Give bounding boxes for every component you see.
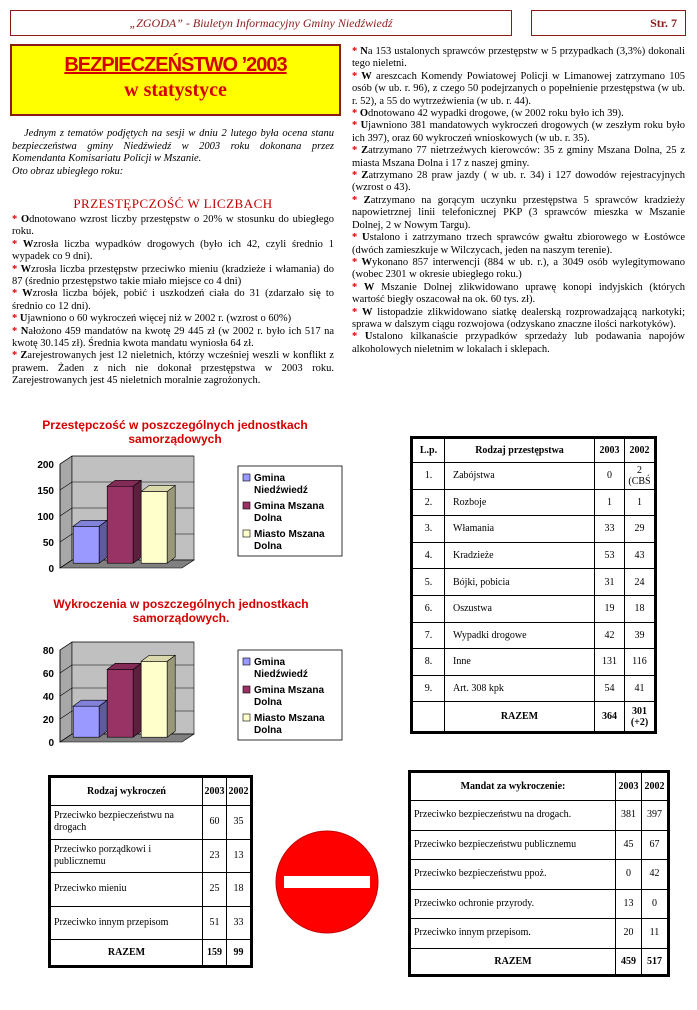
list-item: [352, 331, 685, 356]
list-item: [12, 350, 334, 387]
table-cell: Przeciwko bezpieczeństwu ppoż.: [411, 860, 616, 890]
table-cell: 33: [595, 516, 625, 543]
table-row: [413, 649, 655, 676]
list-item: [352, 282, 685, 307]
bullet-star-icon: *: [352, 108, 360, 120]
table-row: [411, 860, 668, 890]
bullet-star-icon: *: [12, 325, 21, 337]
table-cell: 60: [203, 806, 227, 840]
bar-side: [167, 655, 175, 737]
table-cell: 42: [595, 622, 625, 649]
table-cell: Przeciwko bezpieczeństwu na drogach: [51, 806, 203, 840]
list-item-initial: W: [363, 281, 375, 293]
table-total-cell: RAZEM: [411, 948, 616, 974]
legend-label: Gmina Niedźwiedź: [254, 657, 308, 680]
table-cell: Wypadki drogowe: [445, 622, 595, 649]
list-item-initial: W: [361, 306, 373, 318]
list-item-text: jawniono o 60 wykroczeń więcej niż w 2002 r. (wzrost o 60%): [27, 313, 292, 325]
list-item: [352, 307, 685, 332]
table-cell: 19: [595, 595, 625, 622]
table-cell: 0: [616, 860, 642, 890]
table-total-row: [413, 702, 655, 732]
table-header-row: [413, 439, 655, 463]
y-tick-label: 60: [42, 669, 54, 680]
table-cell: 131: [595, 649, 625, 676]
legend-swatch: [243, 502, 250, 509]
legend-swatch: [243, 530, 250, 537]
list-item-initial: U: [362, 232, 370, 244]
right-bullet-list: [352, 46, 685, 356]
legend-swatch: [243, 714, 250, 721]
legend-label: Gmina Mszana Dolna: [254, 501, 325, 524]
bar-front: [107, 669, 133, 737]
bullet-star-icon: *: [352, 281, 364, 293]
bar: [73, 520, 107, 563]
table-cell: 67: [642, 830, 668, 860]
table-cell: 13: [227, 839, 251, 873]
bullet-star-icon: *: [352, 120, 361, 132]
list-item-initial: Z: [20, 350, 28, 362]
table-cell: 51: [203, 906, 227, 940]
offences-table-wrap: [48, 775, 253, 968]
table-cell: Przeciwko innym przepisom.: [411, 919, 616, 949]
table-cell: 1: [595, 489, 625, 516]
lead-text: Jednym z tematów podjętych na sesji w dniu 2 lutego była ocena stanu bezpieczeństwa gminy Niedźwiedź w 2003 roku dokonana przez Komendanta Komisariatu Policji w Mszanie.: [12, 128, 334, 164]
table-cell: 24: [625, 569, 655, 596]
left-bullet-list: [12, 214, 334, 388]
table-cell: 3.: [413, 516, 445, 543]
table-row: [413, 595, 655, 622]
table-total-cell: 517: [642, 948, 668, 974]
table-header-cell: L.p.: [413, 439, 445, 463]
table-row: [413, 516, 655, 543]
table-total-cell: 364: [595, 702, 625, 732]
legend-swatch: [243, 686, 250, 693]
table-cell: 18: [625, 595, 655, 622]
table-cell: Oszustwa: [445, 595, 595, 622]
table-header-cell: 2003: [203, 778, 227, 806]
list-item-initial: N: [360, 46, 368, 57]
list-item-initial: U: [19, 313, 28, 325]
lead-paragraph: [12, 128, 334, 178]
table-cell: 2 (CBŚ: [625, 463, 655, 490]
table-row: [411, 889, 668, 919]
bullet-star-icon: *: [352, 232, 363, 244]
table-cell: 25: [203, 873, 227, 907]
table-header-cell: 2002: [625, 439, 655, 463]
bullet-star-icon: *: [352, 46, 361, 57]
page-number-text: Str. 7: [650, 15, 677, 30]
bullet-star-icon: *: [12, 313, 20, 325]
list-item-text: dnotowano wzrost liczby przestępstw o 20% w stosunku do ubiegłego roku.: [12, 214, 335, 238]
legend-label: Gmina Mszana Dolna: [254, 685, 325, 708]
table-cell: Przeciwko innym przepisom: [51, 906, 203, 940]
table-header-row: [411, 773, 668, 801]
bullet-star-icon: *: [352, 70, 362, 82]
list-item-text: dnotowano 42 wypadki drogowe, (w 2002 roku było ich 39).: [368, 108, 624, 120]
table-cell: 33: [227, 906, 251, 940]
table-total-cell: 459: [616, 948, 642, 974]
table-cell: 39: [625, 622, 655, 649]
crimes-table-wrap: [410, 436, 657, 734]
list-item-text: zrosła liczba bójek, pobić i uszkodzeń ciała do 31 (zdarzało się to średnio co 12 dni).: [12, 288, 334, 312]
no-entry-sign-icon: [274, 830, 380, 934]
bar-front: [141, 491, 167, 563]
y-tick-label: 40: [42, 692, 54, 703]
table-cell: 45: [616, 830, 642, 860]
table-cell: 9.: [413, 675, 445, 702]
bullet-star-icon: *: [352, 194, 364, 206]
table-row: [51, 806, 251, 840]
table-cell: 29: [625, 516, 655, 543]
chart-1: [8, 450, 346, 592]
table-row: [413, 489, 655, 516]
list-item-initial: Z: [361, 145, 369, 157]
bar-side: [99, 520, 107, 563]
bullet-star-icon: *: [12, 214, 21, 225]
table-header-cell: 2002: [642, 773, 668, 801]
y-tick-label: 20: [42, 715, 54, 726]
list-item-text: a 153 ustalonych sprawców przestępstw w 5 przypadkach (3,3%) dokonali tego nieletni.: [352, 46, 686, 70]
table-cell: 41: [625, 675, 655, 702]
chart-legend: [238, 466, 342, 556]
bullet-star-icon: *: [12, 263, 21, 275]
y-tick-label: 50: [42, 538, 54, 549]
table-row: [413, 463, 655, 490]
bar: [73, 700, 107, 737]
table-row: [51, 906, 251, 940]
list-item-initial: W: [361, 256, 372, 268]
table-row: [413, 622, 655, 649]
table-header-cell: 2002: [227, 778, 251, 806]
legend-label: Miasto Mszana Dolna: [254, 713, 325, 736]
list-item: [12, 288, 334, 313]
list-item-text: arejestrowanych jest 12 nieletnich, którzy wcześniej weszli w konflikt z prawem. Żaden z nich nie dokonał przestępstwa w 2003 roku. Zarejestrowanych jest 45 nieletnich moralnie zagrożonych.: [12, 350, 334, 387]
table-cell: 54: [595, 675, 625, 702]
table-cell: 8.: [413, 649, 445, 676]
chart-2-title: Wykroczenia w poszczególnych jednostkach samorządowych.: [53, 597, 309, 625]
list-item-initial: U: [364, 331, 373, 343]
table-cell: 11: [642, 919, 668, 949]
list-item-initial: W: [22, 288, 33, 300]
list-item-text: atrzymano 28 praw jazdy ( w ub. r. 34) i 127 dowodów rejestracyjnych (wzrost o 43).: [352, 170, 685, 194]
table-header-cell: Rodzaj wykroczeń: [51, 778, 203, 806]
table-header-cell: 2003: [595, 439, 625, 463]
table-cell: 1.: [413, 463, 445, 490]
table-cell: Art. 308 kpk: [445, 675, 595, 702]
table-row: [411, 830, 668, 860]
list-item-initial: O: [359, 108, 369, 120]
bullet-star-icon: *: [352, 145, 362, 157]
y-tick-label: 200: [37, 460, 54, 471]
table-cell: 116: [625, 649, 655, 676]
section-title: PRZESTĘPCZOŚĆ W LICZBACH: [73, 196, 273, 211]
bar: [141, 655, 175, 737]
bar-side: [167, 485, 175, 563]
list-item-initial: U: [360, 120, 369, 132]
list-item: [352, 170, 685, 195]
table-cell: 381: [616, 801, 642, 831]
table-cell: 42: [642, 860, 668, 890]
table-cell: Przeciwko bezpieczeństwu publicznemu: [411, 830, 616, 860]
table-cell: Kradzieże: [445, 542, 595, 569]
table-cell: 0: [595, 463, 625, 490]
y-tick-label: 0: [48, 564, 54, 575]
list-item-text: zrosła liczba przestępstw przeciwko mieniu (kradzieże i włamania) do 87 (średnio przestępstwo takie miało miejsce co 4 dni): [12, 263, 334, 288]
table-total-cell: 159: [203, 940, 227, 966]
fines-table-wrap: [408, 770, 670, 977]
y-tick-label: 0: [48, 738, 54, 749]
table-header-row: [51, 778, 251, 806]
table-cell: Zabójstwa: [445, 463, 595, 490]
table-header-cell: Mandat za wykroczenie:: [411, 773, 616, 801]
bar-front: [141, 661, 167, 737]
bullet-star-icon: *: [352, 170, 362, 182]
offences-table: [50, 777, 251, 966]
table-cell: 20: [616, 919, 642, 949]
list-item-text: jawniono 381 mandatowych wykroczeń drogowych (w zeszłym roku było ich 397), oraz 60 wykroczeń wnioskowych (w ub. r. 35).: [352, 120, 686, 144]
list-item-initial: W: [20, 263, 32, 275]
bullet-star-icon: *: [12, 288, 23, 300]
article-title-box: [10, 44, 341, 116]
table-cell: [413, 702, 445, 732]
bar-front: [73, 706, 99, 737]
bar-front: [107, 486, 133, 563]
table-row: [411, 801, 668, 831]
legend-label: Gmina Niedźwiedź: [254, 473, 308, 496]
list-item-text: listopadzie zlikwidowano siatkę dealerską rozprowadzającą narkotyki; sprawa w dalszym ciągu rozwojowa (odzyskano znaczne ilości narkotyków).: [352, 306, 686, 330]
table-row: [413, 542, 655, 569]
y-tick-label: 80: [42, 646, 54, 657]
bar-front: [73, 526, 99, 563]
table-cell: 43: [625, 542, 655, 569]
list-item-text: atrzymano 77 nietrzeźwych kierowców: 35 z gminy Mszana Dolna, 25 z miasta Mszana Dolna i 17 z naszej gminy.: [352, 145, 685, 169]
bullet-star-icon: *: [352, 306, 362, 318]
list-item: [352, 145, 685, 170]
article-subtitle: w statystyce: [124, 79, 227, 101]
table-total-cell: RAZEM: [445, 702, 595, 732]
table-cell: Rozboje: [445, 489, 595, 516]
list-item-text: atrzymano na gorącym uczynku przestępstwa 5 sprawców kradzieży napowietrznej linii telefonicznej PKP (3 sprawców mieszka w Mszanie Dolnej, 2 w Nowym Targu).: [352, 194, 685, 231]
chart-1-title: Przestępczość w poszczególnych jednostkach samorządowych: [42, 418, 308, 446]
legend-swatch: [243, 474, 250, 481]
table-cell: Włamania: [445, 516, 595, 543]
table-cell: 7.: [413, 622, 445, 649]
lead-text-2: Oto obraz ubiegłego roku:: [12, 165, 124, 177]
newsletter-title-text: „ZGODA” - Biuletyn Informacyjny Gminy Niedźwiedź: [129, 15, 393, 30]
list-item-text: Mszanie Dolnej zlikwidowano uprawę konopi indyjskich (których wartość biegły oszacował na ok. 60 tys. zł).: [352, 281, 686, 306]
list-item: [12, 264, 334, 289]
list-item-initial: W: [22, 238, 34, 250]
list-item: [352, 195, 685, 232]
newsletter-title: [10, 10, 512, 36]
y-tick-label: 100: [37, 512, 54, 523]
table-total-cell: 301 (+2): [625, 702, 655, 732]
article-title: BEZPIECZEŃSTWO ’2003: [64, 54, 287, 76]
list-item-initial: N: [20, 325, 29, 337]
list-item-initial: Z: [361, 170, 369, 182]
table-total-row: [51, 940, 251, 966]
list-item-text: stalono kilkanaście przypadków sprzedaży lub podawania napojów alkoholowych nieletnim w lokalach i sklepach.: [352, 331, 686, 355]
list-item: [352, 257, 685, 282]
list-item-text: ałożono 459 mandatów na kwotę 29 445 zł (w 2002 r. było ich 517 na kwotę 30.145 zł). Średnia kwota mandatu wyniosła 64 zł.: [12, 325, 334, 350]
table-row: [411, 919, 668, 949]
table-cell: Przeciwko porządkowi i publicznemu: [51, 839, 203, 873]
table-row: [51, 873, 251, 907]
list-item-text: zrosła liczba wypadków drogowych (było ich 42, czyli średnio 1 wypadek co 9 dni).: [12, 238, 334, 263]
crimes-table: [412, 438, 655, 732]
bullet-star-icon: *: [12, 350, 21, 362]
table-cell: 31: [595, 569, 625, 596]
bar: [107, 480, 141, 563]
table-cell: 23: [203, 839, 227, 873]
list-item-text: ykonano 857 interwencji (884 w ub. r.), a 3049 osób wylegitymowano (wobec 2301 w okresie ubiegłego roku.): [352, 256, 685, 281]
table-cell: 18: [227, 873, 251, 907]
table-cell: 397: [642, 801, 668, 831]
table-total-row: [411, 948, 668, 974]
table-cell: Przeciwko ochronie przyrody.: [411, 889, 616, 919]
list-item: [352, 120, 685, 145]
table-row: [413, 569, 655, 596]
list-item: [352, 232, 685, 257]
list-item-initial: O: [21, 214, 30, 225]
chart-legend: [238, 650, 342, 740]
legend-label: Miasto Mszana Dolna: [254, 529, 325, 552]
bar-side: [133, 663, 141, 737]
table-cell: 4.: [413, 542, 445, 569]
table-header-cell: Rodzaj przestępstwa: [445, 439, 595, 463]
list-item: [12, 239, 334, 264]
table-cell: Bójki, pobicia: [445, 569, 595, 596]
fines-table: [410, 772, 668, 975]
list-item: [12, 326, 334, 351]
bar-side: [99, 700, 107, 737]
table-cell: 13: [616, 889, 642, 919]
bullet-star-icon: *: [12, 238, 23, 250]
table-row: [413, 675, 655, 702]
table-cell: 35: [227, 806, 251, 840]
list-item-initial: Z: [363, 194, 371, 206]
legend-swatch: [243, 658, 250, 665]
table-row: [51, 839, 251, 873]
bullet-star-icon: *: [352, 331, 365, 343]
table-total-cell: 99: [227, 940, 251, 966]
chart-2: [8, 636, 346, 766]
table-cell: Przeciwko bezpieczeństwu na drogach.: [411, 801, 616, 831]
list-item: [12, 313, 334, 325]
list-item: [352, 46, 685, 71]
list-item-text: stalono i zatrzymano trzech sprawców gwałtu zbiorowego w Łostówce (dwóch zamieszkuje w Wilczycach, jeden na naszym terenie).: [352, 232, 685, 256]
y-tick-label: 150: [37, 486, 54, 497]
table-cell: 53: [595, 542, 625, 569]
bar: [107, 663, 141, 737]
bar: [141, 485, 175, 563]
bullet-star-icon: *: [352, 256, 362, 268]
page-number: [531, 10, 686, 36]
table-cell: 6.: [413, 595, 445, 622]
table-cell: 1: [625, 489, 655, 516]
table-cell: 5.: [413, 569, 445, 596]
bar-side: [133, 480, 141, 563]
table-cell: 2.: [413, 489, 445, 516]
table-total-cell: RAZEM: [51, 940, 203, 966]
list-item: [352, 71, 685, 108]
list-item: [352, 108, 685, 120]
list-item: [12, 214, 334, 239]
table-cell: 0: [642, 889, 668, 919]
table-cell: Przeciwko mieniu: [51, 873, 203, 907]
list-item-text: areszcach Komendy Powiatowej Policji w Limanowej zatrzymano 105 osób (w ub. r. 96), z czego 50 podejrzanych o popełnienie przestępstwa (w ub. r. 52), a 55 do wytrzeźwienia (w ub. r. 44).: [352, 70, 685, 107]
list-item-initial: W: [361, 70, 372, 82]
table-cell: Inne: [445, 649, 595, 676]
table-header-cell: 2003: [616, 773, 642, 801]
